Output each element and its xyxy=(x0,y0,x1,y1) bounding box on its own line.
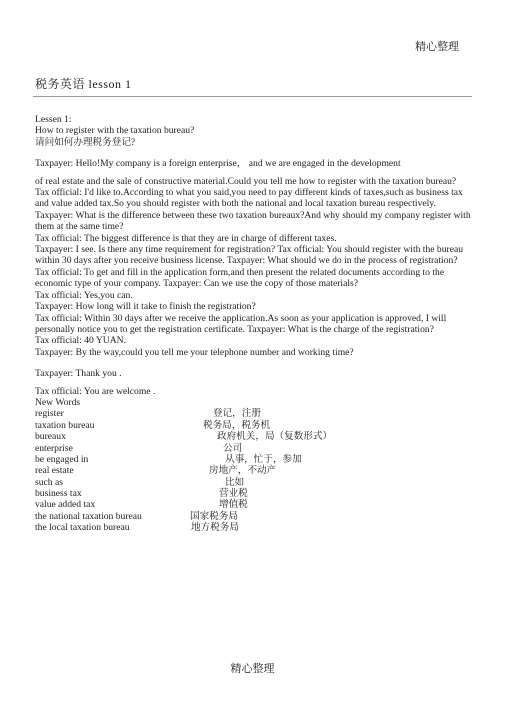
page-title: 税务英语 lesson 1 xyxy=(35,77,132,91)
vocab-term: business tax xyxy=(35,488,82,500)
new-words-section xyxy=(35,397,475,534)
dialogue-line-12: Taxpayer: By the way,could you tell me your telephone number and working time? xyxy=(35,346,354,358)
vocab-term: value added tax xyxy=(35,499,96,511)
vocab-term: bureaux xyxy=(35,431,66,443)
vocab-definition: 房地产，不动产 xyxy=(209,465,277,477)
dialogue-line-11: Tax official: 40 YUAN. xyxy=(35,335,126,347)
dialogue-line-6: Taxpayer: I see. Is there any time requirement for registration? Tax official: You should register with the bureau within 30 days after you receive business license. Taxpayer: What should we do in the process of registration? xyxy=(35,244,464,267)
dialogue-line-4: Taxpayer: What is the difference between these two taxation bureaux?And why should my company register with them at the same time? xyxy=(35,209,471,233)
vocab-term: enterprise xyxy=(35,442,73,454)
dialogue-line-8: Tax official: Yes,you can. xyxy=(35,289,133,301)
header-label: 精心整理 xyxy=(415,41,459,53)
vocab-row xyxy=(35,522,475,533)
vocab-definition: 公司 xyxy=(223,442,243,454)
vocab-definition: 增值税 xyxy=(219,499,248,511)
dialogue-line-14: Tax official: You are welcome . xyxy=(35,385,156,397)
dialogue-line-2: of real estate and the sale of constructive material.Could you tell me how to register with the taxation bureau? xyxy=(35,175,457,187)
vocab-term: be engaged in xyxy=(35,453,89,465)
vocab-definition: 从事，忙于，参加 xyxy=(225,453,302,465)
vocab-row xyxy=(35,465,475,476)
vocab-row xyxy=(35,488,475,499)
dialogue-line-7: Tax official: To get and fill in the application form,and then present the related documents according to the economic type of your company. Taxpayer: Can we use the copy of those materials? xyxy=(35,266,445,290)
vocab-row xyxy=(35,431,475,442)
title-divider xyxy=(33,96,472,97)
vocab-definition: 比如 xyxy=(225,476,245,488)
dialogue-line-3: Tax official: I'd like to.According to what you said,you need to pay different kinds of taxes,such as business tax and value added tax.So you should register with both the national and local taxation bureau respectively. xyxy=(35,187,463,210)
vocab-definition: 政府机关，局（复数形式） xyxy=(217,431,333,443)
vocab-term: register xyxy=(35,408,64,420)
vocab-term: the national taxation bureau xyxy=(35,510,142,522)
vocab-definition: 税务局，税务机 xyxy=(203,419,271,431)
vocab-row xyxy=(35,443,475,454)
vocab-definition: 登记，注册 xyxy=(213,408,261,420)
vocab-term: the local taxation bureau xyxy=(35,522,130,534)
vocab-row xyxy=(35,477,475,488)
vocab-row xyxy=(35,511,475,522)
vocab-row xyxy=(35,454,475,465)
vocab-term: such as xyxy=(35,476,63,488)
vocab-row xyxy=(35,420,475,431)
vocab-term: real estate xyxy=(35,465,74,477)
vocab-definition: 营业税 xyxy=(219,488,248,500)
dialogue-line-10: Tax official: Within 30 days after we receive the application.As soon as your application is approved, I will personally notice you to get the registration certificate. Taxpayer: What is the charge of the registration? xyxy=(35,312,447,335)
vocab-term: taxation bureau xyxy=(35,419,95,431)
dialogue-line-13: Taxpayer: Thank you . xyxy=(35,368,122,380)
footer-label: 精心整理 xyxy=(230,663,275,675)
vocab-definition: 地方税务局 xyxy=(191,522,239,534)
new-words-heading: New Words xyxy=(35,396,81,408)
vocab-definition: 国家税务局 xyxy=(190,510,238,522)
lesson-label: Lessen 1: xyxy=(35,114,72,125)
dialogue-line-1: Taxpayer: Hello!My company is a foreign enterprise， and we are engaged in the development xyxy=(35,158,401,170)
lesson-question-zh: 请问如何办理税务登记? xyxy=(35,136,136,148)
dialogue-line-9: Taxpayer: How long will it take to finish the registration? xyxy=(35,301,256,313)
lesson-question-en: How to register with the taxation bureau? xyxy=(35,125,195,137)
dialogue-line-5: Tax official: The biggest difference is that they are in charge of different taxes. xyxy=(35,232,337,244)
vocab-row xyxy=(35,408,475,419)
vocab-row xyxy=(35,499,475,510)
document-body xyxy=(35,114,475,534)
